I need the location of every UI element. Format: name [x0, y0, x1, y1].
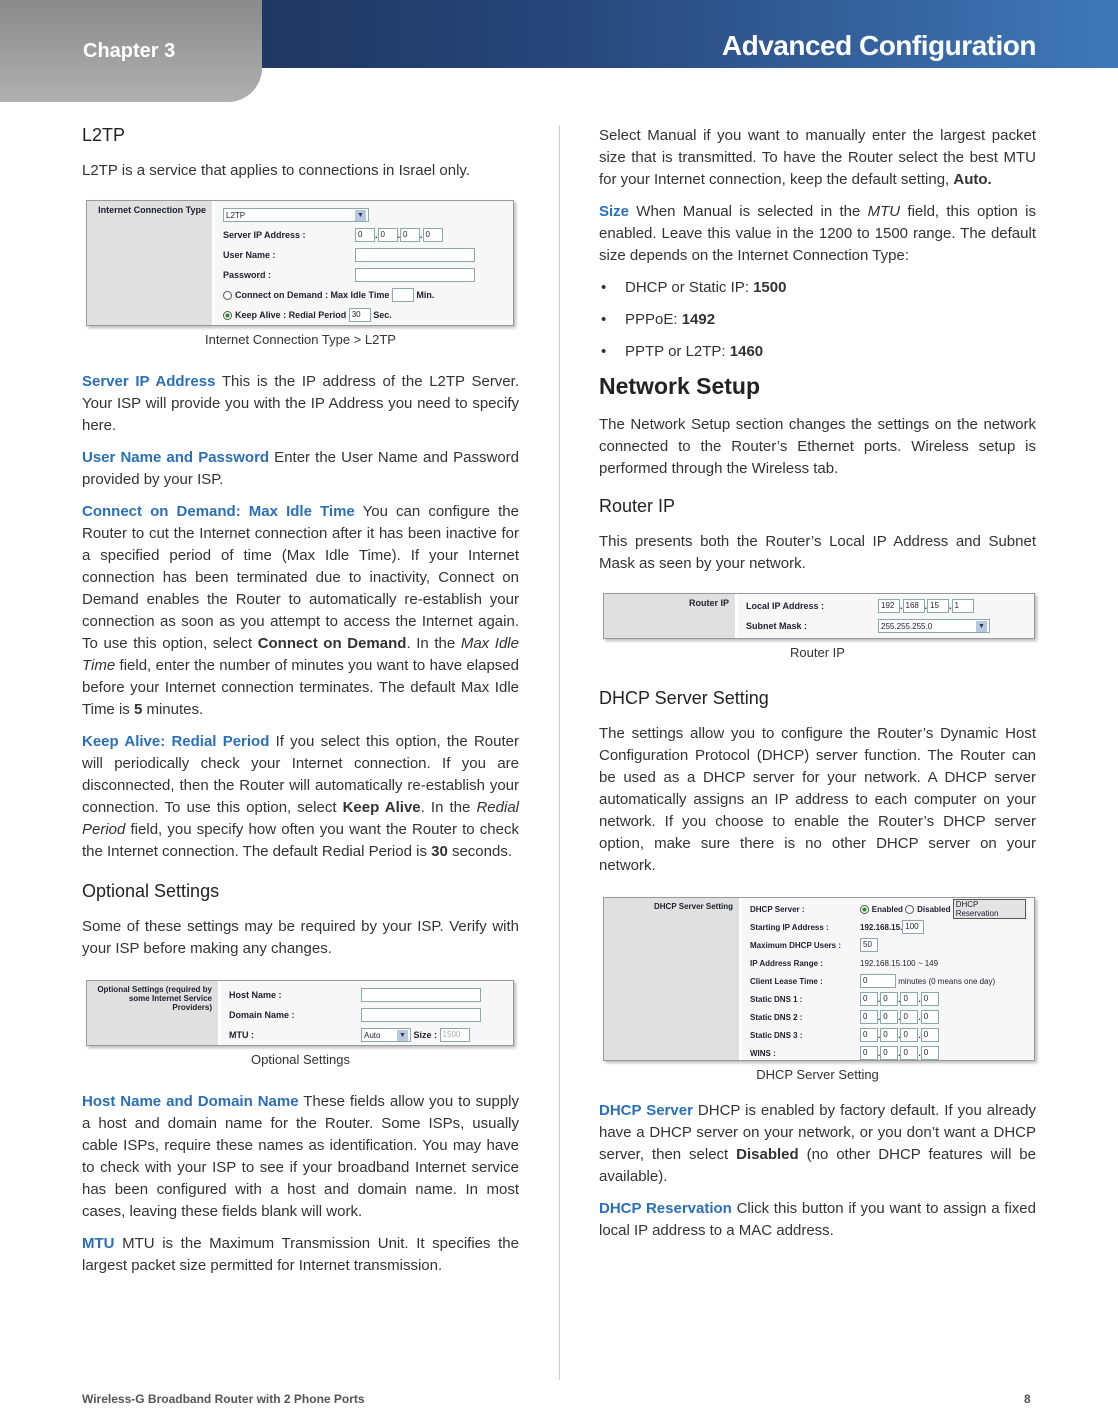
- shot-label: DHCP Server Setting: [604, 898, 742, 1060]
- dns-octet-field[interactable]: 0: [900, 1010, 918, 1024]
- dns3-label: Static DNS 3 :: [750, 1030, 803, 1040]
- cod-text-3: field, enter the number of minutes you want to have elapsed before your Internet connection terminates. The default Max Idle Time is: [82, 657, 519, 718]
- redial-field[interactable]: 30: [349, 308, 371, 322]
- dns-octet-field[interactable]: 0: [880, 1010, 898, 1024]
- size-em: MTU: [867, 203, 901, 220]
- bullet-value: 1460: [729, 343, 764, 360]
- max-users-field[interactable]: 50: [860, 938, 878, 952]
- host-paragraph: [82, 1091, 519, 1223]
- size-text-1: When Manual is selected in the: [629, 203, 868, 220]
- local-ip-label: Local IP Address :: [746, 601, 825, 611]
- chevron-down-icon: ▼: [397, 1030, 408, 1041]
- enabled-radio[interactable]: [860, 905, 869, 914]
- mtu-paragraph: [82, 1233, 519, 1277]
- chapter-label: Chapter 3: [83, 40, 176, 62]
- dns-octet-field[interactable]: 0: [921, 1028, 939, 1042]
- ip-octet-field[interactable]: 1: [952, 599, 974, 613]
- chevron-down-icon: ▼: [976, 621, 987, 632]
- chevron-down-icon: ▼: [355, 210, 366, 221]
- ip-octet-field[interactable]: 0: [423, 228, 443, 242]
- disabled-label: Disabled: [917, 904, 951, 914]
- wins-octet-field[interactable]: 0: [860, 1046, 878, 1060]
- optional-intro: Some of these settings may be required by your ISP. Verify with your ISP before making any changes.: [82, 918, 519, 957]
- keep-text-2: . In the: [420, 799, 477, 816]
- shot-body: L2TP ▼ Server IP Address : 0 . 0 . 0 . 0 User Name : Password : Connect on Demand : Max Idle Time Min. Keep Alive : Redial Period 30 Sec.: [215, 201, 513, 325]
- cod-label: Connect on Demand : Max Idle Time: [235, 290, 390, 300]
- term-dhcp-server: DHCP Server: [599, 1102, 693, 1119]
- manual-text: Select Manual if you want to manually enter the largest packet size that is transmitted. To have the Router select the best MTU for your Internet connection, keep the default setting,: [599, 127, 1036, 188]
- term-mtu: MTU: [82, 1235, 115, 1252]
- keep-text-3: field, you specify how often you want the Router to check the Internet connection. The default Redial Period is: [82, 821, 519, 860]
- starting-ip-field[interactable]: 100: [902, 920, 924, 934]
- mtu-size-list: [599, 277, 1036, 363]
- server-ip-text: This is the IP address of the L2TP Server. Your ISP will provide you with the IP Address you need to specify here.: [82, 373, 519, 434]
- shot-body: DHCP Server : Enabled Disabled DHCP Reservation Starting IP Address : 192.168.15. 100 Maximum DHCP Users : 50 IP Address Range : 192.168.15.100 ~ 149 Client Lease Time : 0 minutes (0 means one day) Static DNS 1 : 0 . 0 . 0 . 0 Static DNS 2 : 0 . 0 . 0 . 0 Static DNS 3 : 0 . 0 . 0 . 0 WINS : 0 . 0 . 0 . 0: [742, 898, 1034, 1060]
- mtu-text: MTU is the Maximum Transmission Unit. It specifies the largest packet size permitted for Internet transmission.: [82, 1235, 519, 1274]
- manual-bold: Auto.: [953, 171, 992, 188]
- subnet-mask-label: Subnet Mask :: [746, 621, 808, 631]
- dns-octet-field[interactable]: 0: [860, 992, 878, 1006]
- term-cod: Connect on Demand: Max Idle Time: [82, 503, 355, 520]
- router-ip-paragraph: This presents both the Router’s Local IP Address and Subnet Mask as seen by your network.: [599, 533, 1036, 572]
- dns-octet-field[interactable]: 0: [921, 992, 939, 1006]
- keep-unit: Sec.: [373, 310, 392, 320]
- keep-label: Keep Alive : Redial Period: [235, 310, 347, 320]
- cod-paragraph: [82, 501, 519, 721]
- list-item: [599, 309, 1036, 331]
- section-title: Advanced Configuration: [721, 30, 1036, 61]
- dhcp-screenshot: [603, 897, 1035, 1061]
- enabled-label: Enabled: [871, 904, 903, 914]
- disabled-radio[interactable]: [905, 905, 914, 914]
- dns-octet-field[interactable]: 0: [860, 1010, 878, 1024]
- dns-octet-field[interactable]: 0: [880, 992, 898, 1006]
- keep-alive-radio[interactable]: [223, 311, 232, 320]
- shot-label: Internet Connection Type: [87, 201, 215, 325]
- starting-ip-label: Starting IP Address :: [750, 922, 829, 932]
- bullet-value: 1500: [753, 279, 787, 296]
- ip-range-value: 192.168.15.100 ~ 149: [860, 958, 939, 968]
- ip-octet-field[interactable]: 15: [927, 599, 949, 613]
- right-column: [599, 125, 1036, 1252]
- keep-paragraph: [82, 731, 519, 863]
- wins-octet-field[interactable]: 0: [880, 1046, 898, 1060]
- ip-octet-field[interactable]: 0: [355, 228, 375, 242]
- ip-range-label: IP Address Range :: [750, 958, 823, 968]
- lease-unit: minutes (0 means one day): [898, 976, 996, 986]
- dhcp-heading: DHCP Server Setting: [599, 688, 769, 708]
- mtu-select[interactable]: [361, 1028, 411, 1042]
- left-column: [82, 125, 519, 1287]
- dhcp-server-paragraph: [599, 1100, 1036, 1188]
- dhcp-reservation-text: Click this button if you want to assign a fixed local IP address to a MAC address.: [599, 1200, 1036, 1239]
- user-name-label: User Name :: [223, 250, 276, 260]
- dns-octet-field[interactable]: 0: [880, 1028, 898, 1042]
- wins-label: WINS :: [750, 1048, 776, 1058]
- keep-text-4: seconds.: [447, 843, 513, 860]
- keep-bold: Keep Alive: [342, 799, 421, 816]
- domain-name-field[interactable]: [361, 1008, 481, 1022]
- dns2-label: Static DNS 2 :: [750, 1012, 803, 1022]
- term-size: Size: [599, 203, 630, 220]
- domain-name-label: Domain Name :: [229, 1010, 295, 1020]
- subnet-mask-select[interactable]: [878, 619, 990, 633]
- list-item: [599, 341, 1036, 363]
- optional-screenshot: [86, 980, 514, 1046]
- max-users-label: Maximum DHCP Users :: [750, 940, 841, 950]
- keep-text-1: If you select this option, the Router will periodically check your Internet connection. If you are disconnected, then the Router will automatically re-establish your connection. To use this option, select: [82, 733, 519, 816]
- user-text: Enter the User Name and Password provided by your ISP.: [82, 449, 520, 488]
- term-keep: Keep Alive: Redial Period: [82, 733, 270, 750]
- mtu-label: MTU :: [229, 1030, 254, 1040]
- network-setup-heading: Network Setup: [599, 373, 761, 399]
- ip-octet-field[interactable]: 192: [878, 599, 900, 613]
- host-text: These fields allow you to supply a host and domain name for the Router. Some ISPs, usually cable ISPs, require these names as identification. You may have to check with your ISP to see if your broadband Internet service has been configured with a host and domain name. In most cases, leaving these fields blank will work.: [82, 1093, 519, 1220]
- size-field[interactable]: 1500: [440, 1028, 470, 1042]
- term-server-ip: Server IP Address: [82, 373, 216, 390]
- shot-label: Router IP: [604, 594, 738, 638]
- router-ip-heading: Router IP: [599, 496, 676, 516]
- password-field[interactable]: [355, 268, 475, 282]
- host-name-label: Host Name :: [229, 990, 282, 1000]
- dhcp-reservation-paragraph: [599, 1198, 1036, 1242]
- size-label: Size :: [413, 1030, 438, 1040]
- dns1-label: Static DNS 1 :: [750, 994, 803, 1004]
- caption-dhcp: DHCP Server Setting: [756, 1067, 879, 1082]
- bullet-label: DHCP or Static IP:: [625, 279, 754, 296]
- dns-octet-field[interactable]: 0: [900, 992, 918, 1006]
- footer-product: Wireless-G Broadband Router with 2 Phone Ports: [82, 1392, 365, 1406]
- wins-octet-field[interactable]: 0: [900, 1046, 918, 1060]
- cod-em: Max Idle Time: [82, 635, 519, 674]
- bullet-value: 1492: [681, 311, 716, 328]
- cod-text-2: . In the: [406, 635, 461, 652]
- server-ip-paragraph: [82, 371, 519, 437]
- cod-unit: Min.: [416, 290, 435, 300]
- cod-text-1: You can configure the Router to cut the Internet connection after it has been inactive for a specified period of time (Max Idle Time). If your Internet connection has been terminated due to inactivity, Connect on Demand enables the Router to automatically re-establish your connection as soon as you attempt to access the Internet again. To use this option, select: [82, 503, 519, 652]
- shot-body: Local IP Address : 192 . 168 . 15 . 1 Subnet Mask : 255.255.255.0 ▼: [738, 594, 1034, 638]
- subnet-mask-value: 255.255.255.0: [881, 621, 933, 631]
- dhcp-server-text-2: (no other DHCP features will be available).: [599, 1146, 1036, 1185]
- size-text-2: field, this option is enabled. Leave this value in the 1200 to 1500 range. The default size depends on the Internet Connection Type:: [599, 203, 1036, 264]
- bullet-label: PPTP or L2TP:: [625, 343, 730, 360]
- dhcp-server-bold: Disabled: [736, 1146, 799, 1163]
- keep-default: 30: [431, 843, 448, 860]
- caption-router-ip: Router IP: [790, 645, 845, 660]
- shot-label: Optional Settings (required by some Internet Service Providers): [87, 981, 221, 1045]
- dhcp-paragraph: The settings allow you to configure the Router’s Dynamic Host Configuration Protocol (DHCP) server function. The Router can be used as a DHCP server for your network. A DHCP server automatically assigns an IP address to each computer on your network. If you choose to enable the Router’s DHCP server option, make sure there is no other DHCP server on your network.: [599, 725, 1036, 874]
- wins-octet-field[interactable]: 0: [921, 1046, 939, 1060]
- cod-default: 5: [133, 701, 143, 718]
- network-paragraph: The Network Setup section changes the settings on the network connected to the Router’s Ethernet ports. Wireless setup is performed through the Wireless tab.: [599, 416, 1036, 477]
- optional-heading: Optional Settings: [82, 881, 220, 901]
- bullet-label: PPPoE:: [625, 311, 682, 328]
- l2tp-intro: L2TP is a service that applies to connections in Israel only.: [82, 162, 470, 179]
- lease-time-label: Client Lease Time :: [750, 976, 823, 986]
- password-label: Password :: [223, 270, 272, 280]
- ip-octet-field[interactable]: 0: [400, 228, 420, 242]
- user-paragraph: [82, 447, 519, 491]
- dhcp-server-text-1: DHCP is enabled by factory default. If you already have a DHCP server on your network, or you don’t want a DHCP server, then select: [599, 1102, 1036, 1163]
- lease-time-field[interactable]: 0: [860, 974, 896, 988]
- max-idle-field[interactable]: [392, 288, 414, 302]
- connect-on-demand-radio[interactable]: [223, 291, 232, 300]
- caption-l2tp: Internet Connection Type > L2TP: [205, 332, 396, 347]
- user-name-field[interactable]: [355, 248, 475, 262]
- server-ip-label: Server IP Address :: [223, 230, 306, 240]
- dns-octet-field[interactable]: 0: [900, 1028, 918, 1042]
- router-ip-screenshot: [603, 593, 1035, 639]
- list-item: [599, 277, 1036, 299]
- column-divider: [559, 125, 560, 1380]
- dns-octet-field[interactable]: 0: [860, 1028, 878, 1042]
- starting-ip-prefix: 192.168.15.: [860, 922, 903, 932]
- ip-octet-field[interactable]: 168: [903, 599, 925, 613]
- l2tp-heading: L2TP: [82, 125, 126, 145]
- mtu-value: Auto: [364, 1030, 381, 1040]
- l2tp-screenshot: [86, 200, 514, 326]
- cod-text-4: minutes.: [142, 701, 204, 718]
- caption-optional: Optional Settings: [250, 1052, 350, 1067]
- term-user: User Name and Password: [82, 449, 270, 466]
- size-paragraph: [599, 201, 1036, 267]
- connection-type-select[interactable]: [223, 208, 369, 222]
- dhcp-server-label: DHCP Server :: [750, 904, 805, 914]
- term-host: Host Name and Domain Name: [82, 1093, 299, 1110]
- dhcp-reservation-button[interactable]: DHCP Reservation: [953, 899, 1026, 919]
- ip-octet-field[interactable]: 0: [378, 228, 398, 242]
- term-dhcp-reservation: DHCP Reservation: [599, 1200, 732, 1217]
- connection-type-value: L2TP: [226, 210, 246, 220]
- page-number: 8: [1024, 1392, 1031, 1406]
- keep-em: Redial Period: [82, 799, 519, 838]
- cod-bold: Connect on Demand: [257, 635, 407, 652]
- dns-octet-field[interactable]: 0: [921, 1010, 939, 1024]
- manual-paragraph: [599, 125, 1036, 191]
- host-name-field[interactable]: [361, 988, 481, 1002]
- shot-body: [221, 981, 513, 1045]
